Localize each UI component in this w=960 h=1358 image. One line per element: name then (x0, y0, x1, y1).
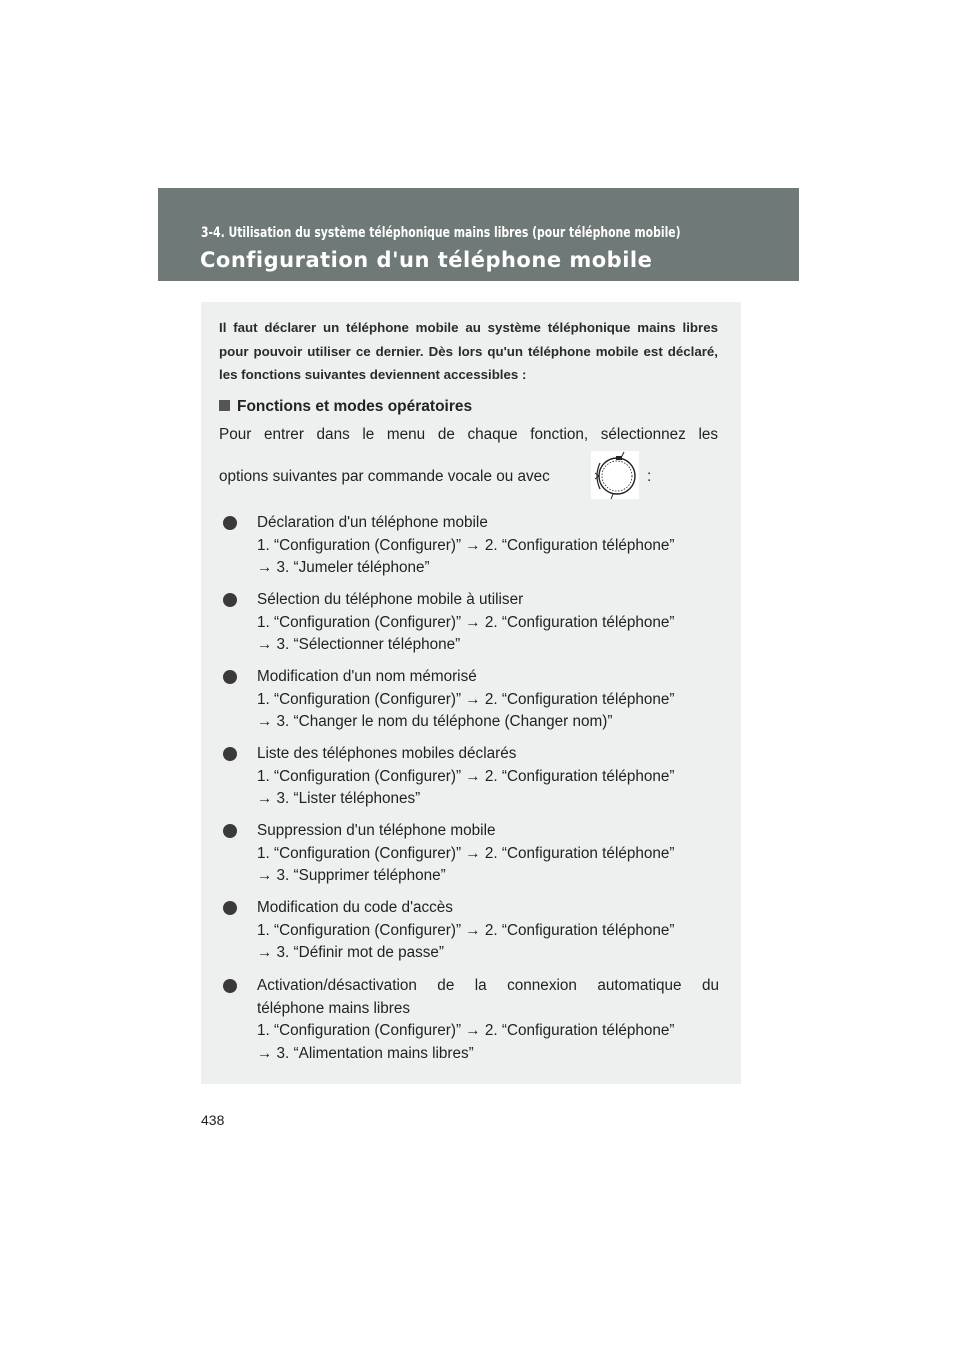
item-title: Sélection du téléphone mobile à utiliser (257, 591, 524, 608)
item-title: Modification du code d'accès (257, 899, 453, 916)
item-step-2: → 3. “Sélectionner téléphone” (257, 636, 461, 653)
item-title: Modification d'un nom mémorisé (257, 668, 477, 685)
item-step-2: → 3. “Jumeler téléphone” (257, 559, 430, 576)
item-title-continued: téléphone mains libres (257, 999, 411, 1017)
instruction-line-2: options suivantes par commande vocale ou avec (219, 468, 550, 485)
item-step-1: 1. “Configuration (Configurer)” → 2. “Configuration téléphone” (257, 767, 675, 785)
round-bullet-icon (223, 593, 237, 607)
round-bullet-icon (223, 747, 237, 761)
item-step-1: 1. “Configuration (Configurer)” → 2. “Configuration téléphone” (257, 613, 675, 631)
page-title: Configuration d'un téléphone mobile (200, 248, 653, 272)
list-item (219, 743, 719, 811)
page-number: 438 (201, 1112, 225, 1128)
item-step-2: → 3. “Alimentation mains libres” (257, 1044, 474, 1062)
chapter-header (158, 188, 799, 281)
list-item (219, 589, 719, 657)
talk-switch-dial-icon (591, 451, 639, 499)
list-item (219, 820, 719, 888)
list-item (219, 512, 719, 580)
item-step-2: → 3. “Définir mot de passe” (257, 944, 445, 961)
item-step-1: 1. “Configuration (Configurer)” → 2. “Configuration téléphone” (257, 690, 675, 708)
list-item (219, 897, 719, 965)
item-title: Déclaration d'un téléphone mobile (257, 514, 488, 531)
item-step-1: 1. “Configuration (Configurer)” → 2. “Configuration téléphone” (257, 1022, 675, 1039)
item-title: Suppression d'un téléphone mobile (257, 822, 496, 839)
content-panel (201, 302, 741, 1084)
item-title: Liste des téléphones mobiles déclarés (257, 745, 517, 762)
list-item (219, 666, 719, 734)
item-step-1: 1. “Configuration (Configurer)” → 2. “Configuration téléphone” (257, 844, 675, 862)
square-bullet-icon (219, 400, 230, 411)
round-bullet-icon (223, 979, 237, 993)
round-bullet-icon (223, 516, 237, 530)
item-step-2: → 3. “Changer le nom du téléphone (Changer nom)” (257, 713, 613, 730)
instruction-colon: : (647, 468, 652, 485)
round-bullet-icon (223, 824, 237, 838)
item-title: Activation/désactivation de la connexion automatique du (257, 977, 719, 994)
item-step-1: 1. “Configuration (Configurer)” → 2. “Configuration téléphone” (257, 921, 675, 939)
item-step-1: 1. “Configuration (Configurer)” → 2. “Configuration téléphone” (257, 536, 675, 554)
section-title: 3-4. Utilisation du système téléphonique mains libres (pour téléphone mobile) (201, 225, 681, 241)
round-bullet-icon (223, 901, 237, 915)
subheading-text: Fonctions et modes opératoires (237, 398, 473, 415)
list-item (219, 975, 719, 1065)
item-step-2: → 3. “Lister téléphones” (257, 790, 421, 807)
item-step-2: → 3. “Supprimer téléphone” (257, 867, 446, 884)
instruction-line-1: Pour entrer dans le menu de chaque fonction, sélectionnez les (219, 426, 718, 443)
round-bullet-icon (223, 670, 237, 684)
subheading (219, 398, 472, 416)
intro-paragraph: Il faut déclarer un téléphone mobile au système téléphonique mains libres pour pouvoir utiliser ce dernier. Dès lors qu'un téléphone mobile est déclaré, les fonctions suivantes deviennent accessibles : (219, 320, 718, 382)
